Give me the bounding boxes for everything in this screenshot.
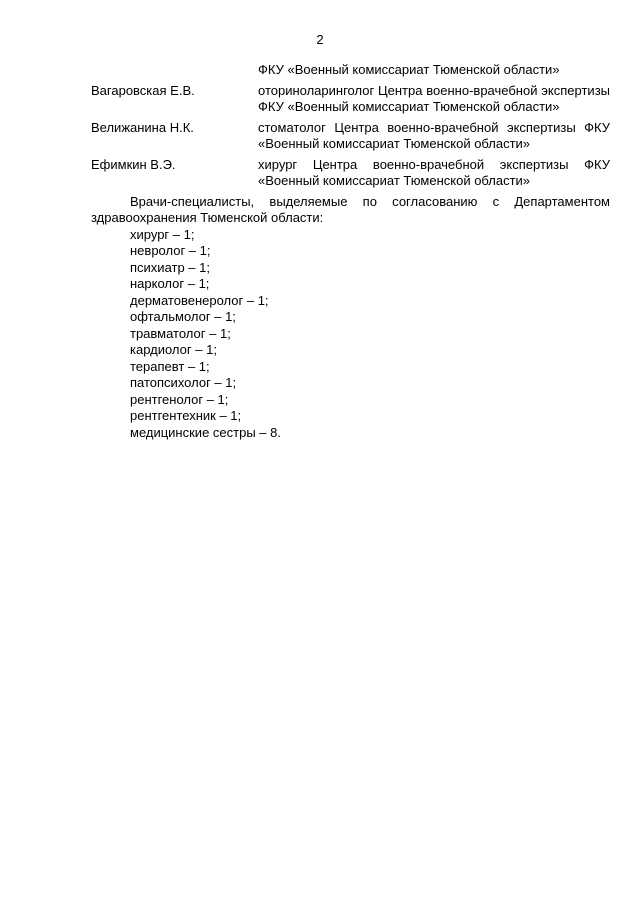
list-item: нарколог – 1; [130, 276, 210, 291]
list-item: рентгенолог – 1; [130, 391, 229, 407]
list-item: психиатр – 1; [130, 259, 210, 275]
member-row [91, 157, 610, 190]
member-name: Велижанина Н.К. [91, 119, 194, 135]
member-description: стоматолог Центра военно-врачебной экспертизы ФКУ «Военный комиссариат Тюменской области» [258, 119, 610, 151]
member-row [91, 62, 610, 79]
list-item: рентгентехник – 1; [130, 408, 242, 423]
document-body [91, 62, 610, 441]
member-name [91, 62, 258, 79]
list-item: невролог – 1; [130, 243, 211, 258]
member-description: оториноларинголог Центра военно-врачебной экспертизы ФКУ «Военный комиссариат Тюменской области» [258, 82, 610, 114]
member-name: Вагаровская Е.В. [91, 82, 195, 98]
member-description: ФКУ «Военный комиссариат Тюменской области» [258, 62, 560, 77]
list-item: патопсихолог – 1; [130, 375, 237, 390]
member-row [91, 83, 610, 116]
specialists-list [91, 227, 610, 442]
list-item: кардиолог – 1; [130, 342, 217, 357]
list-item: терапевт – 1; [130, 358, 210, 374]
list-item: хирург – 1; [130, 226, 195, 242]
member-row [91, 120, 610, 153]
specialists-intro: Врачи-специалисты, выделяемые по согласованию с Департаментом здравоохранения Тюменской области: [91, 193, 610, 225]
list-item: травматолог – 1; [130, 325, 231, 341]
page-number: 2 [316, 32, 324, 47]
list-item: дерматовенеролог – 1; [130, 292, 269, 308]
member-description: хирург Центра военно-врачебной экспертизы ФКУ «Военный комиссариат Тюменской области» [258, 156, 610, 188]
list-item: медицинские сестры – 8. [130, 424, 281, 440]
member-name: Ефимкин В.Э. [91, 156, 176, 172]
list-item: офтальмолог – 1; [130, 309, 236, 324]
